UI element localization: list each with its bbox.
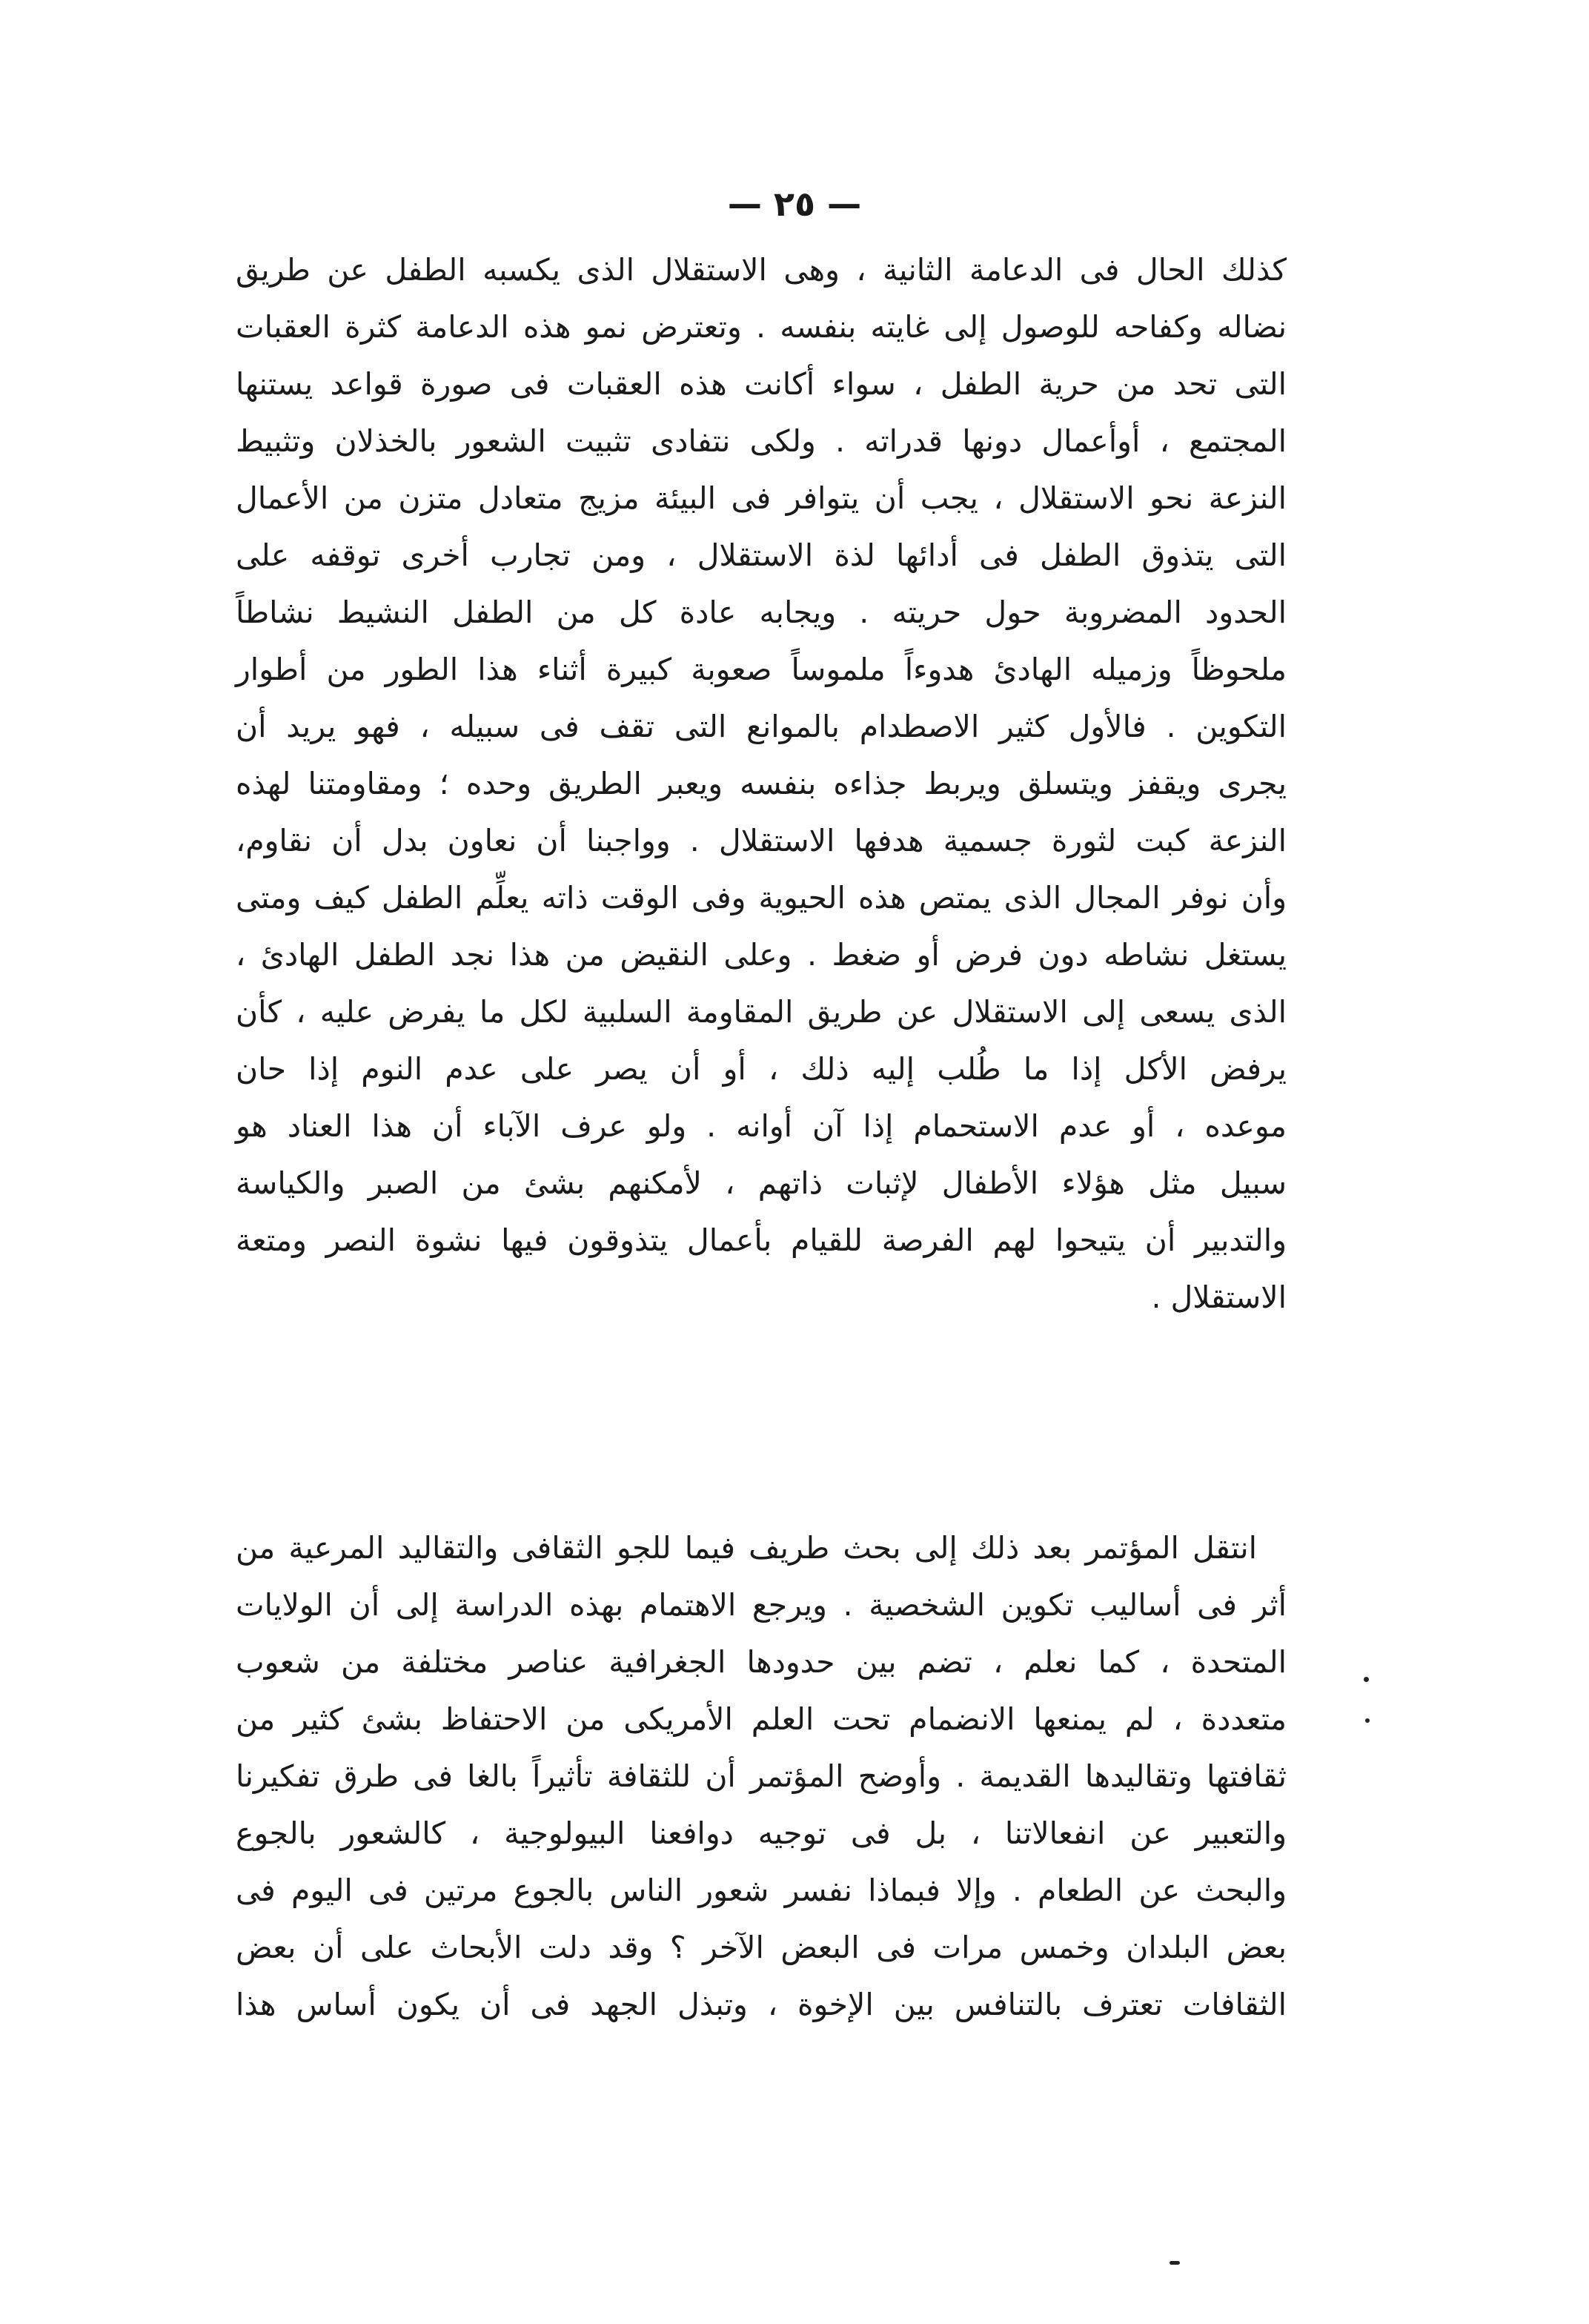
text-line: المتحدة ، كما نعلم ، تضم بين حدودها الجغرافية عناصر مختلفة من شعوب [236, 1644, 1287, 1680]
text-line: الثقافات تعترف بالتنافس بين الإخوة ، وتبذل الجهد فى أن يكون أساس هذا [236, 1987, 1287, 2022]
text-line: متعددة ، لم يمنعها الانضمام تحت العلم الأمريكى من الاحتفاظ بشئ كثير من [236, 1701, 1287, 1737]
text-line: ملحوظاً وزميله الهادئ هدوءاً ملموساً صعوبة كبيرة أثناء هذا الطور من أطوار [236, 652, 1287, 687]
text-line: وأن نوفر المجال الذى يمتص هذه الحيوية وفى الوقت ذاته يعلِّم الطفل كيف ومتى [236, 880, 1287, 916]
scan-speck [1170, 2261, 1180, 2265]
text-line: يستغل نشاطه دون فرض أو ضغط . وعلى النقيض من هذا نجد الطفل الهادئ ، [236, 937, 1287, 973]
text-line: الاستقلال . [1151, 1279, 1287, 1315]
text-line: النزعة كبت لثورة جسمية هدفها الاستقلال . وواجبنا أن نعاون بدل أن نقاوم، [236, 823, 1287, 858]
paragraph-2 [236, 1520, 1287, 2033]
text-line: المجتمع ، أوأعمال دونها قدراته . ولكى نتفادى تثبيت الشعور بالخذلان وتثبيط [236, 423, 1287, 459]
text-line: والبحث عن الطعام . وإلا فبماذا نفسر شعور الناس بالجوع مرتين فى اليوم فى [236, 1873, 1287, 1908]
scan-speck [1364, 1677, 1369, 1682]
text-line: نضاله وكفاحه للوصول إلى غايته بنفسه . وتعترض نمو هذه الدعامة كثرة العقبات [236, 309, 1287, 345]
text-line: التى تحد من حرية الطفل ، سواء أكانت هذه العقبات فى صورة قواعد يستنها [236, 366, 1287, 402]
text-line: النزعة نحو الاستقلال ، يجب أن يتوافر فى البيئة مزيج متعادل متزن من الأعمال [236, 480, 1287, 516]
text-line: كذلك الحال فى الدعامة الثانية ، وهى الاستقلال الذى يكسبه الطفل عن طريق [236, 252, 1287, 288]
text-line: سبيل مثل هؤلاء الأطفال لإثبات ذاتهم ، لأمكنهم بشئ من الصبر والكياسة [236, 1165, 1287, 1201]
text-line: بعض البلدان وخمس مرات فى البعض الآخر ؟ وقد دلت الأبحاث على أن بعض [236, 1930, 1287, 1965]
text-line: يرفض الأكل إذا ما طُلب إليه ذلك ، أو أن يصر على عدم النوم إذا حان [236, 1051, 1287, 1087]
text-line: والتدبير أن يتيحوا لهم الفرصة للقيام بأعمال يتذوقون فيها نشوة النصر ومتعة [236, 1222, 1287, 1258]
paragraph-1 [236, 242, 1287, 1326]
text-line: انتقل المؤتمر بعد ذلك إلى بحث طريف فيما للجو الثقافى والتقاليد المرعية من [236, 1530, 1257, 1566]
text-line: التكوين . فالأول كثير الاصطدام بالموانع التى تقف فى سبيله ، فهو يريد أن [236, 709, 1287, 744]
text-line: التى يتذوق الطفل فى أدائها لذة الاستقلال ، ومن تجارب أخرى توقفه على [236, 537, 1287, 573]
text-line: والتعبير عن انفعالاتنا ، بل فى توجيه دوافعنا البيولوجية ، كالشعور بالجوع [236, 1815, 1287, 1851]
text-line: الحدود المضروبة حول حريته . ويجابه عادة كل من الطفل النشيط نشاطاً [236, 595, 1287, 630]
text-line: الذى يسعى إلى الاستقلال عن طريق المقاومة السلبية لكل ما يفرض عليه ، كأن [236, 994, 1287, 1030]
text-line: ثقافتها وتقاليدها القديمة . وأوضح المؤتمر أن للثقافة تأثيراً بالغا فى طرق تفكيرنا [236, 1758, 1287, 1794]
text-line: موعده ، أو عدم الاستحمام إذا آن أوانه . ولو عرف الآباء أن هذا العناد هو [236, 1108, 1287, 1144]
scan-speck [1365, 1718, 1370, 1723]
text-line: أثر فى أساليب تكوين الشخصية . ويرجع الاهتمام بهذه الدراسة إلى أن الولايات [236, 1587, 1287, 1623]
page-number: — ٢٥ — [727, 184, 862, 224]
text-line: يجرى ويقفز ويتسلق ويربط جذاءه بنفسه ويعبر الطريق وحده ؛ ومقاومتنا لهذه [236, 766, 1287, 801]
